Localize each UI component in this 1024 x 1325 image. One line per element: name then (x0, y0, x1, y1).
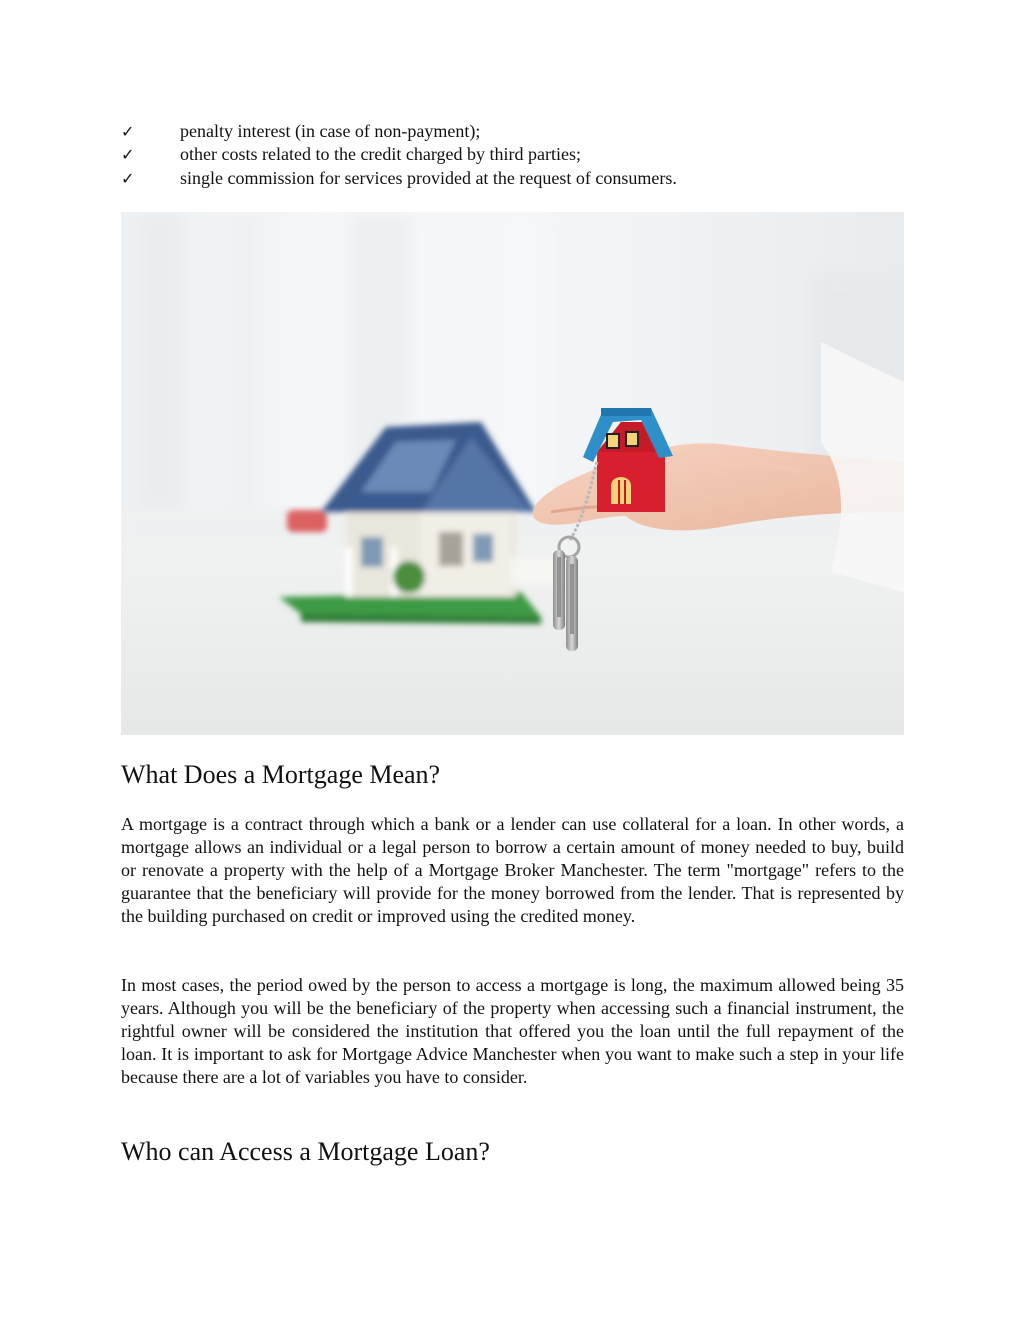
checkmark-icon: ✓ (121, 122, 135, 141)
house-and-keys-photo (121, 212, 904, 735)
checklist-item-text: single commission for services provided at the request of consumers. (180, 167, 677, 188)
paragraph-mortgage-definition: A mortgage is a contract through which a bank or a lender can use collateral for a loan. In other words, a mortgage allows an individual or a legal person to borrow a certain amount of money needed to buy, build or renovate a property with the help of a Mortgage Broker Manchester. The term "mortgage" refers to the guarantee that the beneficiary will provide for the money borrowed from the lender. That is represented by the building purchased on credit or improved using the credited money. (121, 814, 904, 927)
checkmark-icon: ✓ (121, 168, 135, 188)
paragraph-mortgage-period: In most cases, the period owed by the person to access a mortgage is long, the maximum allowed being 35 years. Although you will be the beneficiary of the property when accessing such a financial instrument, the rightful owner will be considered the institution that offered you the loan until the full repayment of the loan. It is important to ask for Mortgage Advice Manchester when you want to make such a step in your life because there are a lot of variables you have to consider. (121, 975, 904, 1088)
checklist-item-text: penalty interest (in case of non-payment); (180, 121, 481, 141)
heading-who-can-access: Who can Access a Mortgage Loan? (121, 1137, 490, 1166)
photo-illustration (121, 212, 904, 735)
heading-what-does-mortgage-mean: What Does a Mortgage Mean? (121, 760, 441, 789)
checklist-item-text: other costs related to the credit charged by third parties; (180, 144, 582, 165)
checkmark-icon: ✓ (121, 145, 135, 165)
